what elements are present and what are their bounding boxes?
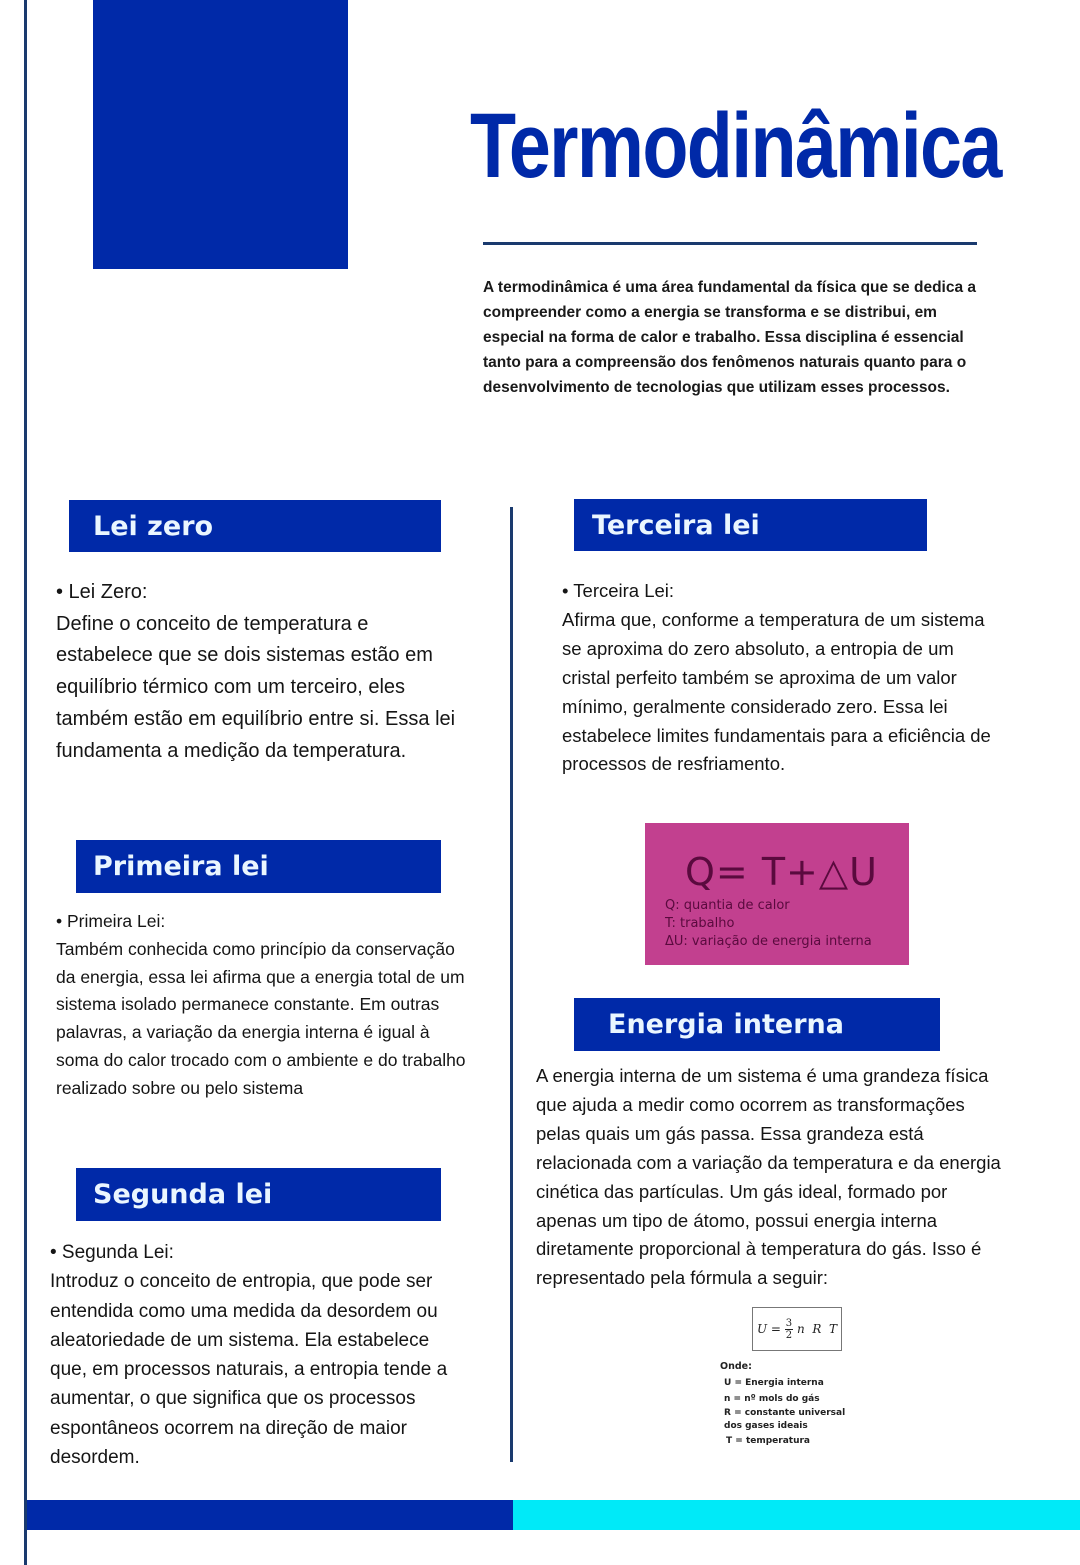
section-text: Afirma que, conforme a temperatura de um sistema se aproxima do zero absoluto, a entropia de um cristal perfeito também se aproxima de um valor mínimo, geralmente considerado zero. Essa lei estabelece limites fundamentais para a eficiência de processos de resfriamento. (562, 608, 991, 775)
section-text: Introduz o conceito de entropia, que pode ser entendida como uma medida da desordem ou aleatoriedade de um sistema. Ela estabelece que, em processos naturais, a entropia tende a aumentar, o que significa que os processos espontâneos ocorrem na direção de maior desordem. (50, 1271, 448, 1469)
section-text: A energia interna de um sistema é uma grandeza física que ajuda a medir como ocorrem as transformações pelas quais um gás passa. Essa grandeza está relacionada com a variação da temperatura e da energia cinética das partículas. Um gás ideal, formado por apenas um tipo de átomo, possui energia interna diretamente proporcional à temperatura do gás. Isso é representado pela fórmula a seguir: (536, 1065, 1001, 1289)
section-body-terceira-lei (562, 577, 997, 779)
section-header-energia-interna (574, 998, 940, 1051)
section-subtitle: • Terceira Lei: (562, 580, 675, 601)
section-header-primeira-lei (76, 840, 441, 893)
section-header-lei-zero (69, 500, 441, 552)
legend-item: ΔU: variação de energia interna (665, 934, 872, 949)
decorative-blue-block (93, 0, 348, 269)
section-header-label: Primeira lei (93, 851, 269, 882)
onde-label: Onde: (720, 1361, 752, 1372)
first-law-equation: Q= T+△U (685, 850, 878, 894)
definition-item: T = temperatura (726, 1436, 811, 1446)
fraction-denominator: 2 (785, 1329, 793, 1341)
internal-energy-formula (752, 1307, 842, 1351)
section-text: Define o conceito de temperatura e estabelece que se dois sistemas estão em equilíbrio térmico com um terceiro, eles também estão em equilíbrio entre si. Essa lei fundamenta a medição da temperatura. (56, 612, 456, 762)
section-text: Também conhecida como princípio da conservação da energia, essa lei afirma que a energia total de um sistema isolado permanece constante. Em outras palavras, a variação da energia interna é igual à soma do calor trocado com o ambiente e do trabalho realizado sobre ou pelo sistema (56, 938, 466, 1098)
section-subtitle: • Primeira Lei: (56, 911, 166, 931)
left-border-rule (24, 0, 27, 1565)
section-body-energia-interna (536, 1062, 1001, 1293)
legend-item: Q: quantia de calor (665, 898, 790, 913)
section-body-lei-zero (56, 577, 466, 767)
definition-item: R = constante universal dos gases ideais (724, 1408, 846, 1431)
footer-bar-cyan (513, 1500, 1080, 1530)
section-header-label: Segunda lei (93, 1179, 273, 1210)
formula-lhs: U = (756, 1322, 781, 1336)
fraction (785, 1318, 793, 1341)
section-body-segunda-lei (50, 1238, 470, 1472)
section-header-label: Energia interna (608, 1009, 844, 1040)
footer-bar-blue (27, 1500, 513, 1530)
section-subtitle: • Lei Zero: (56, 581, 148, 603)
definition-item: U = Energia interna (724, 1378, 824, 1388)
legend-item: T: trabalho (665, 916, 735, 931)
definition-item: n = nº mols do gás (724, 1394, 820, 1404)
fraction-numerator: 3 (785, 1317, 793, 1329)
section-header-label: Terceira lei (592, 509, 760, 541)
section-header-terceira-lei (574, 499, 927, 551)
section-header-segunda-lei (76, 1168, 441, 1221)
intro-paragraph: A termodinâmica é uma área fundamental da física que se dedica a compreender como a energia se transforma e se distribui, em especial na forma de calor e trabalho. Essa disciplina é essencial tanto para a compreensão dos fenômenos naturais quanto para o desenvolvimento de tecnologias que utilizam esses processos. (483, 279, 977, 396)
section-body-primeira-lei (56, 908, 466, 1103)
formula-definitions (720, 1358, 880, 1449)
column-divider (510, 507, 513, 1462)
section-subtitle: • Segunda Lei: (50, 1242, 174, 1263)
section-header-label: Lei zero (93, 510, 214, 542)
title-underline (483, 242, 977, 245)
formula-legend (665, 897, 909, 951)
formula-rhs: n R T (796, 1322, 837, 1336)
first-law-formula-card (645, 823, 909, 965)
page-title: Termodinâmica (470, 95, 1001, 197)
